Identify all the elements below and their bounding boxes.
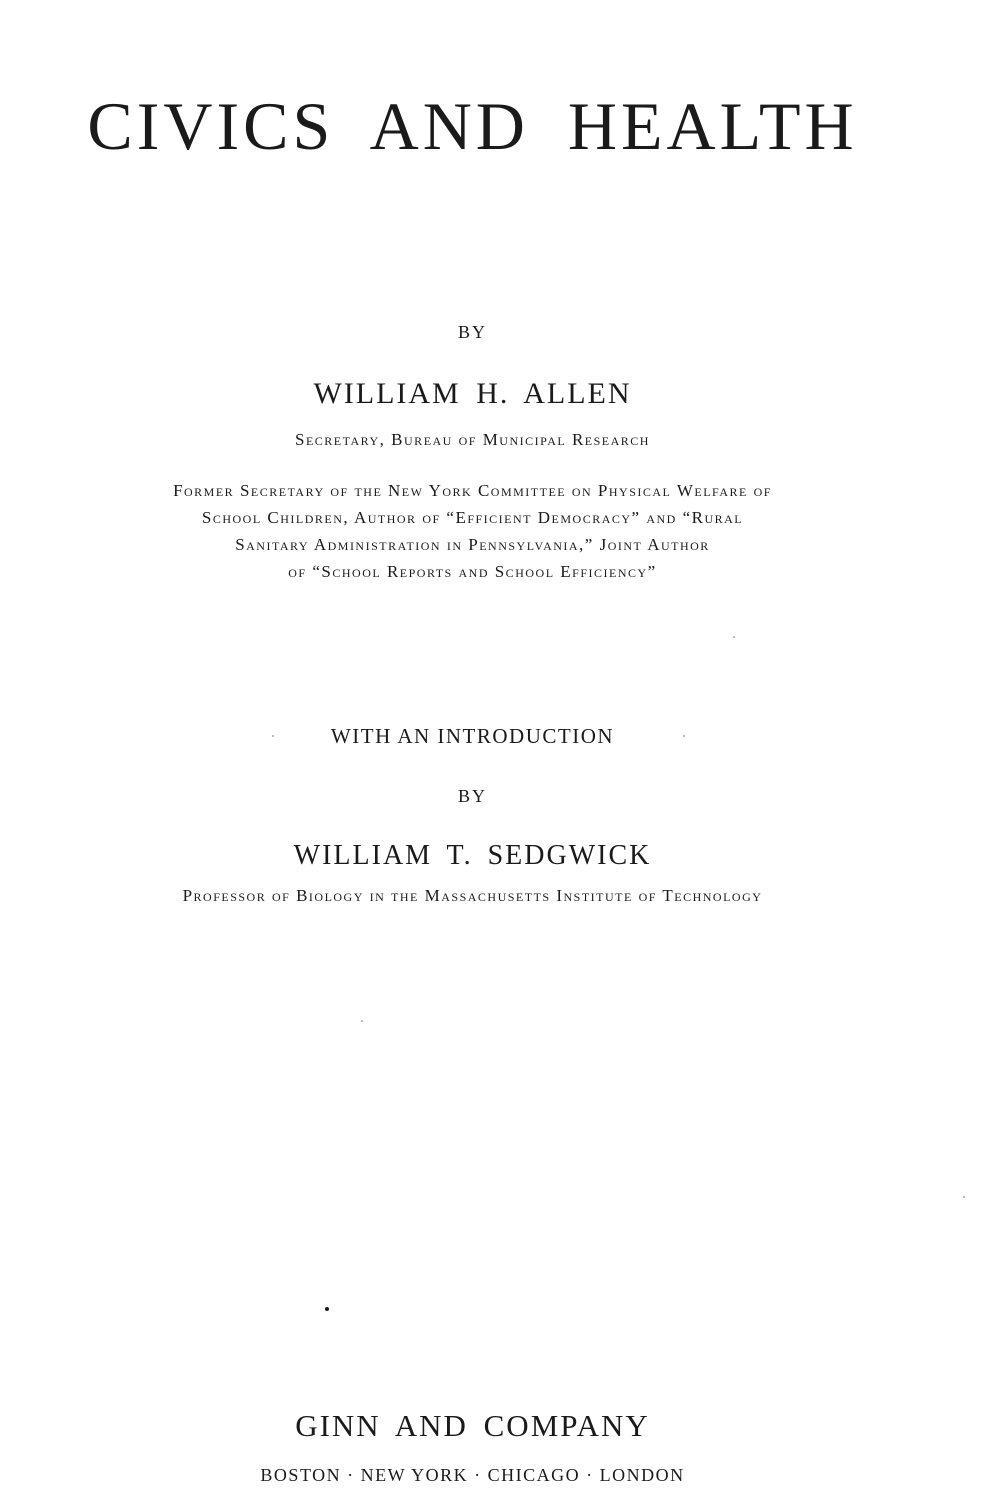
ink-speck — [272, 735, 274, 737]
ink-speck — [361, 1020, 363, 1022]
ink-speck — [683, 735, 685, 737]
publisher-name: GINN AND COMPANY — [295, 1408, 650, 1443]
introducer-name: WILLIAM T. SEDGWICK — [293, 840, 652, 871]
ink-speck — [325, 1307, 329, 1311]
byline-by: BY — [457, 322, 487, 342]
introducer-role: Professor of Biology in the Massachusetts Institute of Technology — [182, 886, 763, 905]
author-name: WILLIAM H. ALLEN — [313, 377, 632, 410]
author-role: Secretary, Bureau of Municipal Research — [295, 430, 650, 449]
introduction-label: WITH AN INTRODUCTION — [330, 724, 615, 748]
ink-speck — [963, 1196, 965, 1198]
publisher-cities: BOSTON · NEW YORK · CHICAGO · LONDON — [260, 1465, 685, 1485]
book-title: CIVICS AND HEALTH — [87, 88, 858, 164]
introduction-by: BY — [457, 786, 487, 806]
author-bio-line: of “School Reports and School Efficiency” — [288, 562, 657, 581]
author-bio-line: Former Secretary of the New York Committee on Physical Welfare of — [173, 481, 772, 500]
author-bio-line: School Children, Author of “Efficient Democracy” and “Rural — [201, 508, 744, 527]
author-bio — [0, 477, 945, 585]
author-bio-line: Sanitary Administration in Pennsylvania,” Joint Author — [235, 535, 710, 554]
ink-speck — [733, 636, 735, 638]
